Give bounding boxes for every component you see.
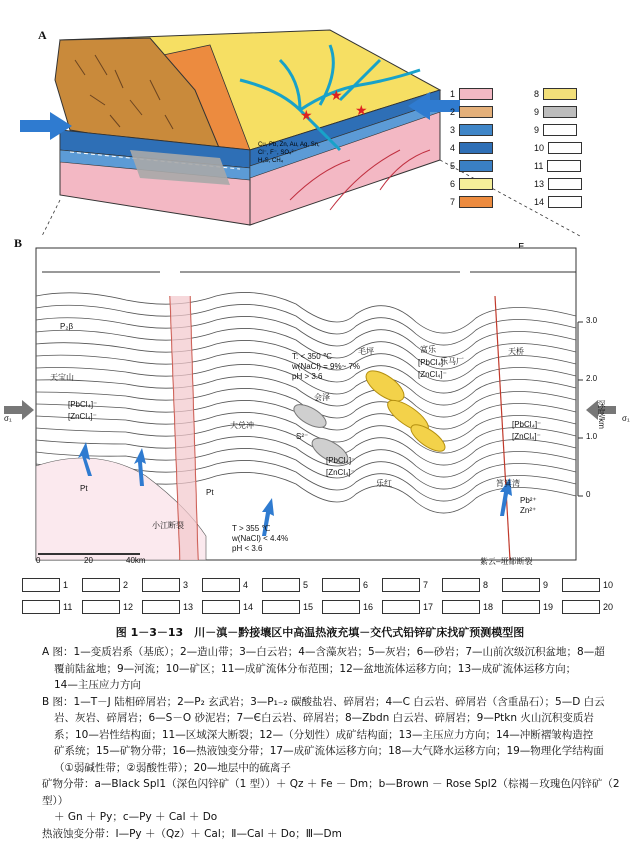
- legend-a-number: 13: [534, 179, 544, 189]
- legend-b-number: 18: [483, 602, 493, 612]
- figure-notes: [42, 644, 622, 842]
- panel-b-legend: [22, 578, 618, 620]
- legend-b-number: 14: [243, 602, 253, 612]
- zncl-3: [ZnCl₄]⁻: [418, 370, 447, 379]
- depth-tick-2: 2.0: [586, 374, 597, 383]
- pbcl-2: [PbCl₄]⁻: [326, 456, 355, 465]
- panel-b-label: B: [14, 236, 22, 251]
- panel-b-cross-section: [30, 236, 616, 576]
- legend-b-item-17: [382, 600, 433, 614]
- scale-tick-20: 20: [84, 556, 93, 565]
- chem-text-3: H₂S, CH₄: [258, 158, 284, 164]
- legend-b-item-12: [82, 600, 133, 614]
- legend-a-number: 5: [450, 161, 455, 171]
- legend-a-swatch: [547, 160, 581, 172]
- zncl-1: [ZnCl₄]⁻: [68, 412, 97, 421]
- note-mineral-line-1: 矿物分带：a—Black Spl1（深色闪锌矿（1 型））＋ Qz ＋ Fe － Dm；b—Brown － Rose Spl2（棕褐－玫瑰色闪锌矿（2 型））: [42, 776, 622, 809]
- legend-b-number: 4: [243, 580, 248, 590]
- legend-b-swatch: [562, 578, 600, 592]
- legend-b-swatch: [382, 578, 420, 592]
- svg-text:★: ★: [355, 103, 368, 119]
- note-alteration: 热液蚀变分带：Ⅰ—Py ＋（Qz）＋ Cal；Ⅱ—Cal ＋ Do；Ⅲ—Dm: [42, 826, 622, 842]
- note-b-line-2: 岩、灰岩、碎屑岩；6—S－O 砂泥岩；7—Є白云岩、碎屑岩；8—Zbdn 白云岩、碎屑岩；9—Ptkn 火山沉积变质岩: [42, 710, 622, 727]
- legend-b-number: 8: [483, 580, 488, 590]
- scale-tick-0: 0: [36, 556, 40, 565]
- legend-b-swatch: [202, 600, 240, 614]
- legend-a-swatch: [459, 106, 493, 118]
- legend-b-swatch: [262, 578, 300, 592]
- svg-text:★: ★: [330, 88, 343, 104]
- sigma-right: σ₁: [622, 414, 630, 423]
- legend-a-item-l-5: [450, 178, 493, 190]
- legend-a-item-r-1: [534, 106, 577, 118]
- legend-a-number: 2: [450, 107, 455, 117]
- fluid-deep-2: w(NaCl) < 4.4%: [232, 534, 288, 543]
- legend-a-number: 4: [450, 143, 455, 153]
- legend-b-item-5: [262, 578, 308, 592]
- legend-b-item-9: [502, 578, 548, 592]
- legend-a-swatch: [459, 142, 493, 154]
- place-lemachang: 乐马厂: [440, 356, 464, 367]
- place-maoping: 毛坪: [358, 346, 374, 357]
- legend-b-swatch: [322, 578, 360, 592]
- legend-b-item-6: [322, 578, 368, 592]
- legend-b-item-16: [322, 600, 373, 614]
- legend-b-item-20: [562, 600, 613, 614]
- ion-pb: Pb²⁺: [520, 496, 537, 505]
- fluid-box-1: T: < 350 ℃: [292, 352, 332, 361]
- panel-a-label: A: [38, 28, 47, 43]
- legend-b-swatch: [202, 578, 240, 592]
- legend-b-number: 17: [423, 602, 433, 612]
- legend-b-number: 10: [603, 580, 613, 590]
- legend-a-swatch: [543, 88, 577, 100]
- note-b-line-5: （①弱碱性带；②弱酸性带）；20—地层中的硫离子: [42, 760, 622, 777]
- legend-a-swatch: [459, 160, 493, 172]
- legend-b-number: 11: [63, 602, 72, 612]
- legend-b-number: 9: [543, 580, 548, 590]
- legend-b-number: 19: [543, 602, 553, 612]
- legend-b-swatch: [562, 600, 600, 614]
- fluid-box-3: pH > 3.6: [292, 372, 322, 381]
- pbcl-3: [PbCl₄]⁻: [418, 358, 447, 367]
- legend-b-swatch: [382, 600, 420, 614]
- legend-a-item-r-2: [534, 124, 577, 136]
- legend-a-item-r-4: [534, 160, 581, 172]
- legend-a-number: 14: [534, 197, 544, 207]
- legend-b-swatch: [22, 578, 60, 592]
- legend-a-number: 1: [450, 89, 455, 99]
- legend-a-item-r-5: [534, 178, 582, 190]
- legend-b-swatch: [442, 600, 480, 614]
- legend-a-number: 3: [450, 125, 455, 135]
- depth-axis-label: 深度/km: [596, 400, 607, 429]
- note-b-line-3: 系；10—岩性结构面；11—区域深大断裂；12—（分划性）成矿结构面；13—主压应力方向；14—冲断褶皱构造控: [42, 727, 622, 744]
- legend-b-swatch: [322, 600, 360, 614]
- legend-a-swatch: [459, 196, 493, 208]
- legend-a-number: 6: [450, 179, 455, 189]
- depth-tick-1: 1.0: [586, 432, 597, 441]
- legend-b-swatch: [82, 578, 120, 592]
- fluid-box-2: w(NaCl) = 9%~ 7%: [292, 362, 360, 371]
- scale-tick-40: 40km: [126, 556, 146, 565]
- legend-a-swatch: [543, 124, 577, 136]
- legend-a-swatch: [459, 124, 493, 136]
- legend-b-item-15: [262, 600, 313, 614]
- legend-a-swatch: [459, 178, 493, 190]
- legend-b-item-4: [202, 578, 248, 592]
- legend-a-swatch: [459, 88, 493, 100]
- legend-b-item-13: [142, 600, 193, 614]
- legend-b-item-2: [82, 578, 128, 592]
- place-huize: 会泽: [314, 392, 330, 403]
- legend-a-item-r-6: [534, 196, 582, 208]
- note-b-line-1: B 图：1—T－J 陆相碎屑岩；2—P₂ 玄武岩；3—P₁₋₂ 碳酸盐岩、碎屑岩；4—C 白云岩、碎屑岩（含重晶石）；5—D 白云: [42, 694, 622, 711]
- depth-tick-0: 0: [586, 490, 590, 499]
- legend-b-number: 13: [183, 602, 193, 612]
- legend-b-swatch: [502, 600, 540, 614]
- zncl-4: [ZnCl₄]⁻: [512, 432, 541, 441]
- legend-b-swatch: [142, 600, 180, 614]
- ion-zn: Zn²⁺: [520, 506, 536, 515]
- legend-b-swatch: [142, 578, 180, 592]
- legend-b-number: 1: [63, 580, 68, 590]
- figure-caption: 图 1－3－13 川－滇－黔接壤区中高温热液充填－交代式铅锌矿床找矿预测模型图: [0, 624, 640, 640]
- legend-a-item-l-0: [450, 88, 493, 100]
- legend-b-item-8: [442, 578, 488, 592]
- legend-b-swatch: [502, 578, 540, 592]
- legend-b-item-10: [562, 578, 613, 592]
- legend-b-item-19: [502, 600, 553, 614]
- place-xiaojiang-fault: 小江断裂: [152, 520, 184, 531]
- fluid-deep-1: T > 355 ℃: [232, 524, 270, 533]
- svg-text:★: ★: [300, 108, 313, 124]
- note-mineral-line-2: ＋ Gn ＋ Py；c—Py ＋ Cal ＋ Do: [42, 809, 622, 826]
- place-shaojiwan: 筲箕湾: [496, 478, 520, 489]
- legend-b-item-1: [22, 578, 68, 592]
- legend-a-swatch: [543, 106, 577, 118]
- legend-b-number: 5: [303, 580, 308, 590]
- legend-b-number: 3: [183, 580, 188, 590]
- legend-b-swatch: [22, 600, 60, 614]
- legend-b-item-14: [202, 600, 253, 614]
- legend-b-swatch: [262, 600, 300, 614]
- legend-a-item-l-6: [450, 196, 493, 208]
- legend-a-item-r-0: [534, 88, 577, 100]
- legend-b-number: 15: [303, 602, 313, 612]
- legend-b-item-11: [22, 600, 72, 614]
- note-b-line-4: 矿系统；15—矿物分带；16—热液蚀变分带；17—成矿流体运移方向；18—大气降水运移方向；19—物理化学结构面: [42, 743, 622, 760]
- legend-a-item-l-4: [450, 160, 493, 172]
- legend-a-swatch: [548, 142, 582, 154]
- sigma-left: σ₁: [4, 414, 12, 423]
- pbcl-4: [PbCl₄]⁻: [512, 420, 541, 429]
- legend-a-number: 10: [534, 143, 544, 153]
- note-a-line-2: 覆前陆盆地；9—河流；10—矿区；11—成矿流体分布范围；12—盆地流体运移方向；13—成矿流体运移方向；: [42, 661, 622, 678]
- unit-pt-2: Pt: [206, 488, 214, 497]
- legend-a-number: 8: [534, 89, 539, 99]
- legend-a-swatch: [548, 178, 582, 190]
- place-ziyun-fault: 紫云–垭都断裂: [480, 556, 532, 567]
- place-lehong: 乐红: [376, 478, 392, 489]
- legend-b-swatch: [82, 600, 120, 614]
- legend-a-number: 9: [534, 107, 539, 117]
- chem-text-1: Cu, Pb, Zn, Au, Ag, Sn,: [258, 142, 320, 148]
- legend-a-number: 11: [534, 161, 543, 171]
- note-a-line-3: 14—主压应力方向: [42, 677, 622, 694]
- legend-a-item-l-1: [450, 106, 493, 118]
- s2-label: S²⁻: [296, 432, 308, 441]
- place-fule: 富乐: [420, 344, 436, 355]
- legend-b-number: 7: [423, 580, 428, 590]
- chem-text-2: Cl⁻, F⁻, SO₄²⁻: [258, 150, 297, 156]
- legend-b-number: 20: [603, 602, 613, 612]
- legend-a-swatch: [548, 196, 582, 208]
- legend-b-item-7: [382, 578, 428, 592]
- unit-p2: P₂β: [60, 322, 73, 331]
- legend-b-number: 6: [363, 580, 368, 590]
- legend-a-item-r-3: [534, 142, 582, 154]
- legend-a-number: 9: [534, 125, 539, 135]
- legend-b-item-3: [142, 578, 188, 592]
- legend-b-number: 2: [123, 580, 128, 590]
- unit-pt-1: Pt: [80, 484, 88, 493]
- depth-tick-3: 3.0: [586, 316, 597, 325]
- legend-b-number: 12: [123, 602, 133, 612]
- legend-a-item-l-3: [450, 142, 493, 154]
- note-a-line-1: A 图：1—变质岩系（基底）；2—造山带；3—白云岩；4—含藻灰岩；5—灰岩；6—砂岩；7—山前次级沉积盆地；8—超: [42, 644, 622, 661]
- place-daliangzi: 大兑冲: [230, 420, 254, 431]
- legend-a-item-l-2: [450, 124, 493, 136]
- legend-b-item-18: [442, 600, 493, 614]
- legend-a-number: 7: [450, 197, 455, 207]
- place-tianqiao: 天桥: [508, 346, 524, 357]
- legend-b-swatch: [442, 578, 480, 592]
- fluid-deep-3: pH < 3.6: [232, 544, 262, 553]
- legend-b-number: 16: [363, 602, 373, 612]
- pbcl-1: [PbCl₄]⁻: [68, 400, 97, 409]
- zncl-2: [ZnCl₄]⁻: [326, 468, 355, 477]
- place-tianbaoshan: 天宝山: [50, 372, 74, 383]
